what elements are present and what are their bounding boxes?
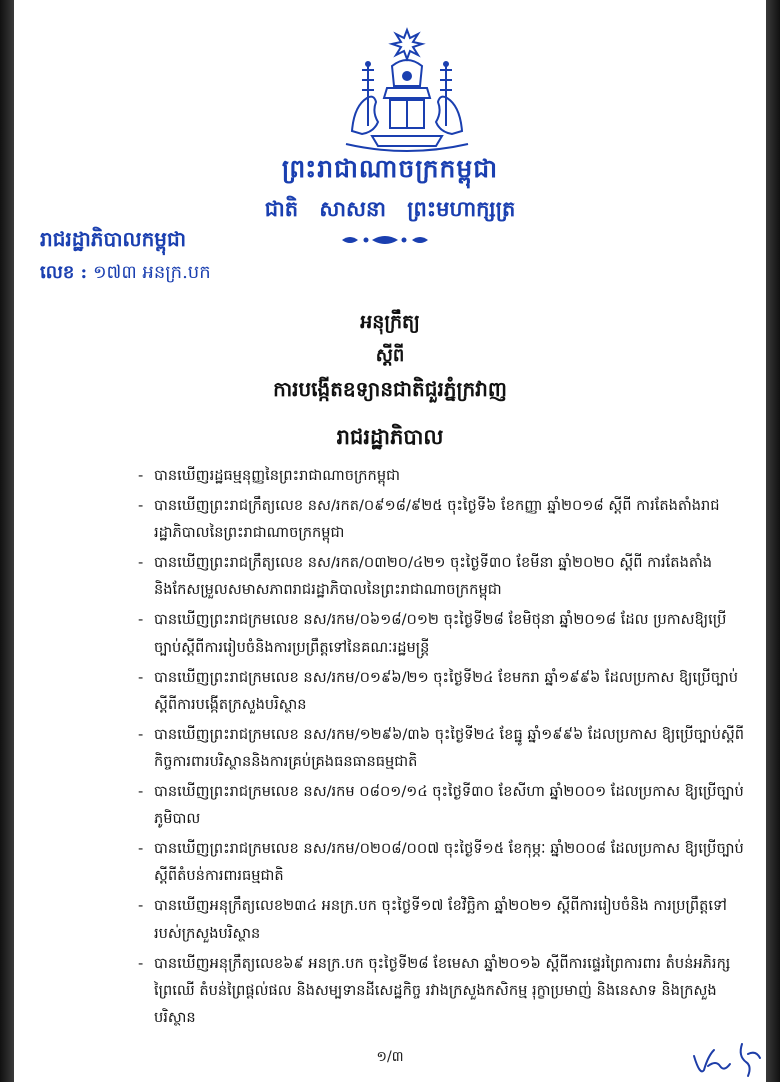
issuing-authority: រាជរដ្ឋាភិបាលកម្ពុជា [40,227,186,251]
list-item: - បានឃើញព្រះរាជក្រឹត្យលេខ នស/រកត/០៣២០/៤២១ ចុះថ្ងៃទី៣០ ខែមីនា ឆ្នាំ២០២០ ស្ដីពី ការតែងតាំងនិងកែសម្រួលសមាសភាពរាជរដ្ឋាភិបាលនៃព្រះរាជាណាចក្រកម្ពុជា [138,549,748,603]
document-type-title: អនុក្រឹត្យ [360,311,420,333]
reference-label: លេខ : [40,262,88,283]
list-item: - បានឃើញអនុក្រឹត្យលេខ៦៩ អនក្រ.បក ចុះថ្ងៃទី២៨ ខែមេសា ឆ្នាំ២០១៦ ស្ដីពីការផ្ទេរព្រៃការពារ តំបន់អភិរក្សព្រៃឈើ តំបន់ព្រៃផ្ដល់ផល និងសម្បទានដីសេដ្ឋកិច្ច រវាងក្រសួងកសិកម្ម រុក្ខាប្រមាញ់ និងនេសាទ និងក្រសួងបរិស្ថាន [138,950,748,1032]
reference-value: ១៧៣ អនក្រ.បក [92,262,211,283]
list-item: - បានឃើញព្រះរាជក្រមលេខ នស/រកម ០៨០១/១៤ ចុះថ្ងៃទី៣០ ខែសីហា ឆ្នាំ២០០១ ដែលប្រកាស ឱ្យប្រើច្បាប់ភូមិបាល [138,778,748,832]
authority-heading: រាជរដ្ឋាភិបាល [336,424,444,449]
list-item: - បានឃើញព្រះរាជក្រមលេខ នស/រកម/០១៩៦/២១ ចុះថ្ងៃទី២៤ ខែមករា ឆ្នាំ១៩៩៦ ដែលប្រកាស ឱ្យប្រើច្បាប់ស្ដីពីការបង្កើតក្រសួងបរិស្ថាន [138,664,748,718]
royal-emblem-icon [332,26,482,156]
right-scan-edge [766,0,780,1082]
title-about: ស្ដីពី [375,345,405,366]
list-item: - បានឃើញព្រះរាជក្រឹត្យលេខ នស/រកត/០៩១៨/៩២៥ ចុះថ្ងៃទី៦ ខែកញ្ញា ឆ្នាំ២០១៨ ស្ដីពី ការតែងតាំងរាជរដ្ឋាភិបាលនៃព្រះរាជាណាចក្រកម្ពុជា [138,492,748,546]
left-scan-edge [0,0,14,1082]
signature-initials-icon [690,1036,766,1082]
list-item: - បានឃើញអនុក្រឹត្យលេខ២៣៤ អនក្រ.បក ចុះថ្ងៃទី១៧ ខែវិច្ឆិកា ឆ្នាំ២០២១ ស្ដីពីការរៀបចំនិង ការប្រព្រឹត្តទៅរបស់ក្រសួងបរិស្ថាន [138,892,748,946]
list-item: - បានឃើញព្រះរាជក្រមលេខ នស/រកម/១២៩៦/៣៦ ចុះថ្ងៃទី២៤ ខែធ្នូ ឆ្នាំ១៩៩៦ ដែលប្រកាស ឱ្យប្រើច្បាប់ស្ដីពីកិច្ចការពារបរិស្ថាននិងការគ្រប់គ្រងធនធានធម្មជាតិ [138,721,748,775]
document-subject: ការបង្កើតឧទ្យានជាតិជួរភ្នំក្រវាញ [273,377,507,401]
list-item: - បានឃើញព្រះរាជក្រមលេខ នស/រកម/០៦១៨/០១២ ចុះថ្ងៃទី២៨ ខែមិថុនា ឆ្នាំ២០១៨ ដែល ប្រកាសឱ្យប្រើច្បាប់ស្ដីពីការរៀបចំនិងការប្រព្រឹត្តទៅនៃគណៈរដ្ឋមន្ត្រី [138,606,748,660]
legal-basis-list [138,462,748,1034]
reference-number [40,260,211,287]
list-item: - បានឃើញព្រះរាជក្រមលេខ នស/រកម/០២០៨/០០៧ ចុះថ្ងៃទី១៥ ខែកុម្ភៈ ឆ្នាំ២០០៨ ដែលប្រកាស ឱ្យប្រើច្បាប់ស្ដីពីតំបន់ការពារធម្មជាតិ [138,835,748,889]
kingdom-name: ព្រះរាជាណាចក្រកម្ពុជា [281,154,499,183]
national-motto: ជាតិ សាសនា ព្រះមហាក្សត្រ [264,196,516,221]
page-number: ១/៣ [376,1049,404,1065]
ornament-divider-icon [340,232,430,248]
list-item: - បានឃើញរដ្ឋធម្មនុញ្ញនៃព្រះរាជាណាចក្រកម្ពុជា [138,462,748,489]
document-page [14,0,766,1082]
